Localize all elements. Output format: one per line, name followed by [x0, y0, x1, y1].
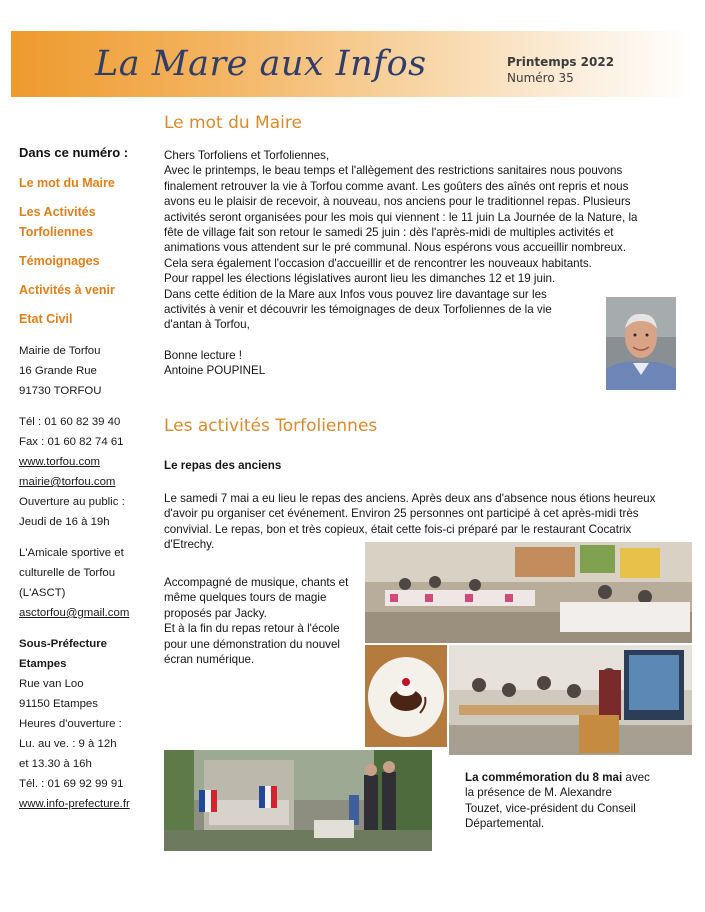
maire-line: Cela sera également l'occasion d'accueillir et de rencontrer les nouveaux habitants. — [164, 256, 592, 270]
toc-item-activites-a-venir[interactable]: Activités à venir — [19, 283, 115, 297]
maire-line: Dans cette édition de la Mare aux Infos vous pouvez lire davantage sur les — [164, 287, 547, 301]
animation-paragraph — [164, 575, 364, 667]
maire-line: activités à venir et découvrir les témoignages de deux Torfoliennes de la vie — [164, 303, 552, 317]
dessert-photo — [365, 645, 447, 747]
maire-line: finalement retrouver la vie à Torfou comme avant. Les goûters des aînés ont repris et nous — [164, 179, 629, 193]
maire-line: d'antan à Torfou, — [164, 318, 250, 332]
maire-line: Avec le printemps, le beau temps et l'allègement des restrictions sanitaires nous pouvons — [164, 164, 623, 178]
toc-heading: Dans ce numéro : — [19, 145, 129, 160]
newsletter-title: La Mare aux Infos — [95, 44, 427, 84]
amicale-line3: (L'ASCT) — [19, 587, 66, 599]
toc-item-etat-civil[interactable]: Etat Civil — [19, 312, 73, 326]
prefecture-website-link[interactable]: www.info-prefecture.fr — [19, 798, 130, 810]
commemoration-line: Départemental. — [465, 817, 545, 831]
repas-line: convivial. Le repas, bon et très copieux, était cette fois-ci préparé par le restaurant Cocatrix — [164, 522, 632, 536]
toc-item-activites[interactable]: Les Activités Torfoliennes — [19, 205, 96, 239]
toc-item-temoignages[interactable]: Témoignages — [19, 254, 100, 268]
amicale-email-link[interactable]: asctorfou@gmail.com — [19, 607, 130, 619]
maire-line: Pour rappel les élections législatives auront lieu les dimanches 12 et 19 juin. — [164, 272, 556, 286]
maire-line: animations vous attendent sur le pré communal. Nous espérons vous accueillir nombreux. — [164, 241, 627, 255]
animation-line: écran numérique. — [164, 653, 255, 667]
animation-line: Accompagné de musique, chants et — [164, 576, 349, 589]
maire-line: avons eu le plaisir de recevoir, à nouveau, nos anciens pour le traditionnel repas. Plusieurs — [164, 195, 631, 209]
mairie-hours: Jeudi de 16 à 19h — [19, 516, 110, 528]
animation-line: même quelques tours de magie — [164, 591, 327, 605]
issue-season: Printemps 2022 — [507, 55, 615, 69]
commemoration-caption — [465, 770, 695, 832]
prefecture-hours-label: Heures d'ouverture : — [19, 718, 122, 730]
banquet-hall-photo — [365, 542, 692, 643]
classroom-photo — [449, 645, 692, 755]
animation-line: proposés par Jacky. — [164, 606, 267, 620]
toc-item-mot-du-maire[interactable]: Le mot du Maire — [19, 176, 115, 190]
mairie-email-link[interactable]: mairie@torfou.com — [19, 476, 116, 488]
section-title-maire: Le mot du Maire — [164, 113, 302, 133]
maire-line: fête de village fait son retour le samedi 25 juin : dès l'après-midi de multiples activités et — [164, 226, 614, 240]
maire-closing: Bonne lecture ! — [164, 348, 242, 362]
commemoration-line: avec — [622, 771, 650, 784]
maire-line: activités seront organisées pour les mois qui viennent : le 11 juin La Journée de la Nature, la — [164, 210, 638, 224]
mairie-name: Mairie de Torfou — [19, 345, 101, 357]
mayor-portrait-photo — [606, 297, 676, 390]
sidebar — [19, 143, 157, 814]
maire-signature: Antoine POUPINEL — [164, 364, 266, 378]
mairie-city: 91730 TORFOU — [19, 385, 102, 397]
maire-line: Chers Torfoliens et Torfoliennes, — [164, 149, 330, 162]
prefecture-street: Rue van Loo — [19, 678, 84, 690]
prefecture-hours1: Lu. au ve. : 9 à 12h — [19, 738, 117, 750]
animation-line: Et à la fin du repas retour à l'école — [164, 622, 340, 636]
mairie-street: 16 Grande Rue — [19, 365, 97, 377]
repas-line: d'avoir pu organiser cet événement. Environ 25 personnes ont participé à cet après-midi très — [164, 507, 639, 521]
prefecture-hours2: et 13.30 à 16h — [19, 758, 92, 770]
prefecture-line1: Sous-Préfecture — [19, 638, 107, 650]
mairie-tel: Tél : 01 60 82 39 40 — [19, 416, 121, 428]
mairie-fax: Fax : 01 60 82 74 61 — [19, 436, 124, 448]
section-title-activites: Les activités Torfoliennes — [164, 416, 378, 436]
subhead-repas: Le repas des anciens — [164, 459, 282, 472]
issue-number: Numéro 35 — [507, 71, 574, 85]
prefecture-tel: Tél. : 01 69 92 99 91 — [19, 778, 124, 790]
mairie-hours-label: Ouverture au public : — [19, 496, 125, 508]
commemoration-title: La commémoration du 8 mai — [465, 771, 623, 784]
animation-line: pour une démonstration du nouvel — [164, 637, 340, 651]
prefecture-city: 91150 Etampes — [19, 698, 98, 710]
commemoration-line: la présence de M. Alexandre — [465, 786, 612, 800]
commemoration-photo — [164, 750, 432, 851]
amicale-line2: culturelle de Torfou — [19, 567, 116, 579]
repas-line: d'Etrechy. — [164, 538, 215, 552]
prefecture-line2: Etampes — [19, 658, 67, 670]
commemoration-line: Touzet, vice-président du Conseil — [465, 801, 636, 815]
mairie-website-link[interactable]: www.torfou.com — [19, 456, 101, 468]
repas-line: Le samedi 7 mai a eu lieu le repas des anciens. Après deux ans d'absence nous étions heureux — [164, 492, 656, 505]
amicale-line1: L'Amicale sportive et — [19, 547, 124, 559]
